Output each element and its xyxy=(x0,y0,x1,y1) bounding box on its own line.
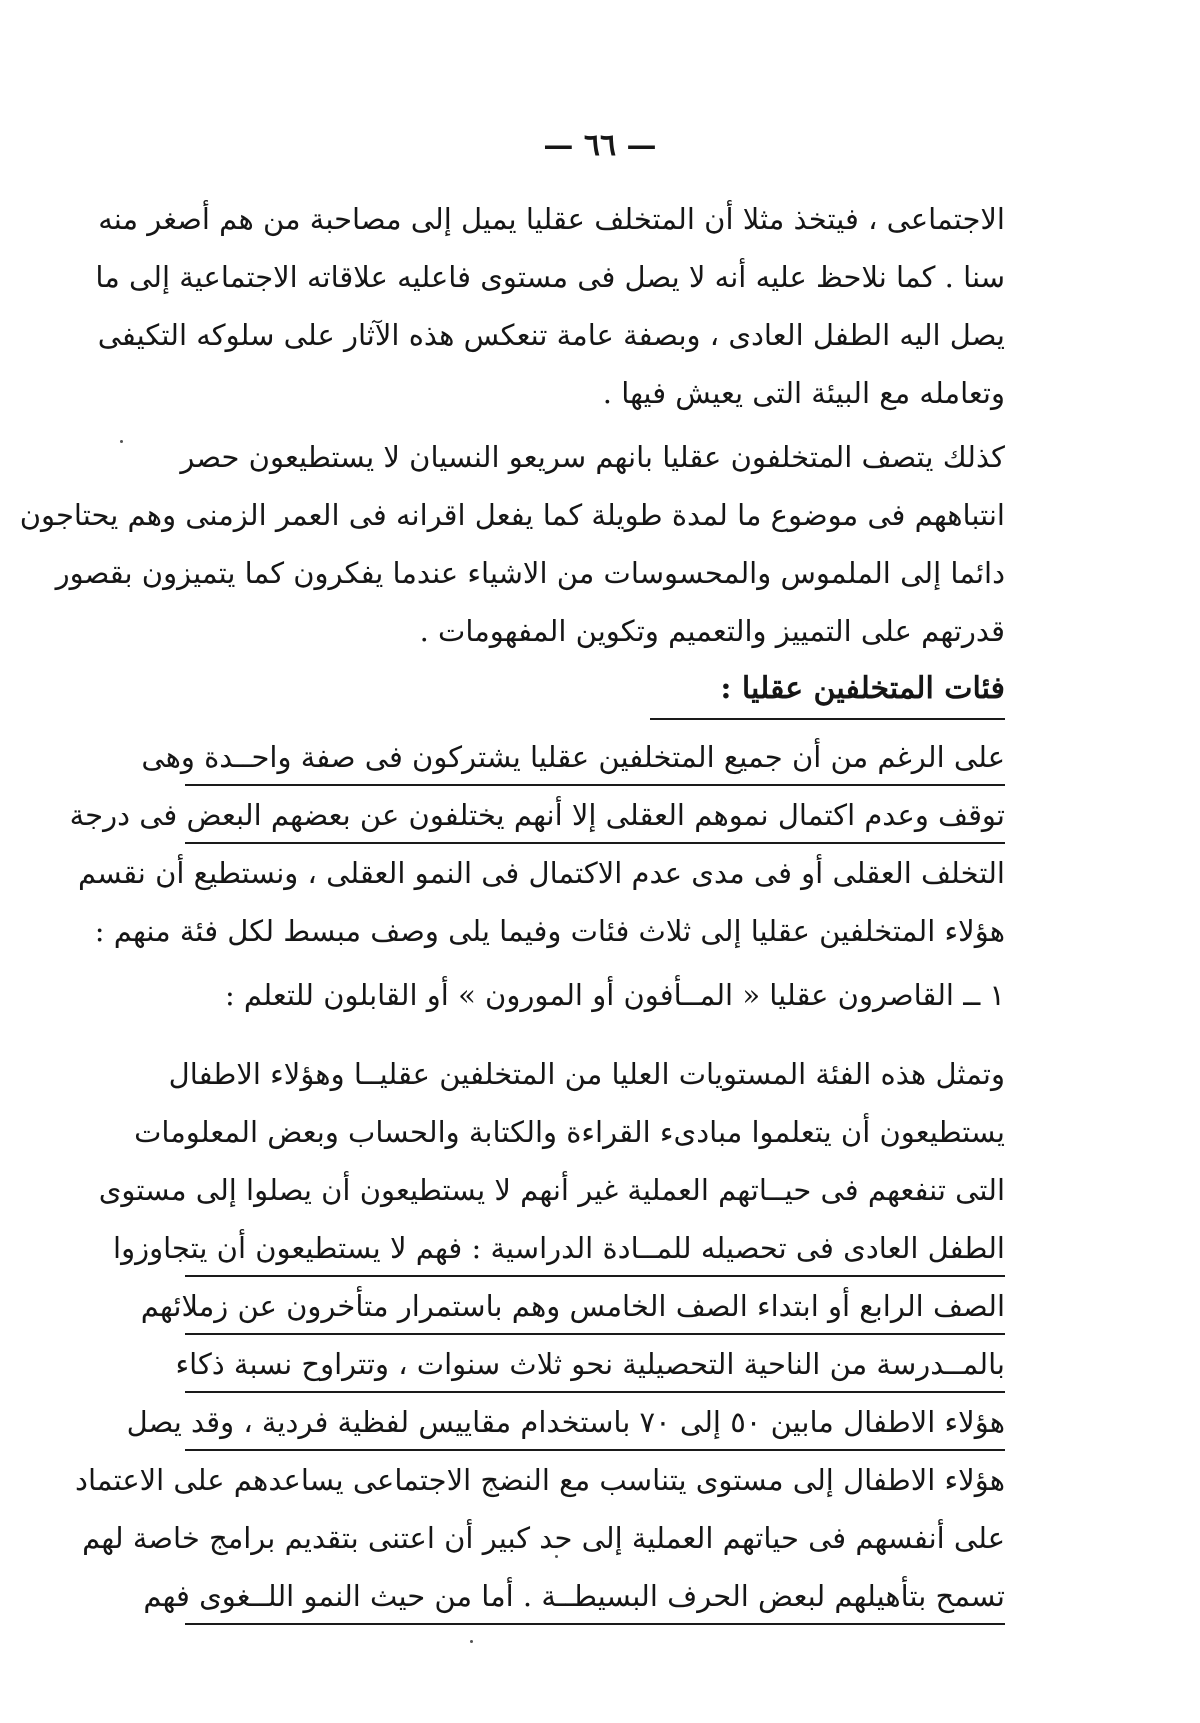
paragraph-categories-intro xyxy=(69,728,1005,960)
list-item-first-category xyxy=(185,966,1005,1024)
section-heading: فئات المتخلفين عقليا : xyxy=(650,660,1005,720)
text-line: يستطيعون أن يتعلموا مبادىء القراءة والكتابة والحساب وبعض المعلومات xyxy=(134,1115,1005,1149)
paragraph-first-category xyxy=(75,1045,1005,1625)
text-line: هؤلاء المتخلفين عقليا إلى ثلاث فئات وفيما يلى وصف مبسط لكل فئة منهم : xyxy=(94,914,1005,948)
text-line-underlined: الطفل العادى فى تحصيله للمــادة الدراسية : فهم لا يستطيعون أن يتجاوزوا xyxy=(185,1219,1005,1277)
scan-speck xyxy=(470,1640,473,1643)
scan-speck xyxy=(120,440,123,443)
text-line: هؤلاء الاطفال إلى مستوى يتناسب مع النضج الاجتماعى يساعدهم على الاعتماد xyxy=(75,1463,1005,1497)
text-line: دائما إلى الملموس والمحسوسات من الاشياء عندما يفكرون كما يتميزون بقصور xyxy=(55,556,1005,590)
text-line: التى تنفعهم فى حيــاتهم العملية غير أنهم لا يستطيعون أن يصلوا إلى مستوى xyxy=(98,1173,1005,1207)
text-line: قدرتهم على التمييز والتعميم وتكوين المفهومات . xyxy=(419,614,1005,648)
text-line-underlined: هؤلاء الاطفال مابين ٥٠ إلى ٧٠ باستخدام مقاييس لفظية فردية ، وقد يصل xyxy=(185,1393,1005,1451)
paragraph-forgetfulness xyxy=(19,428,1005,660)
text-line-underlined: تسمح بتأهيلهم لبعض الحرف البسيطــة . أما من حيث النمو اللــغوى فهم xyxy=(185,1567,1005,1625)
text-line: الاجتماعى ، فيتخذ مثلا أن المتخلف عقليا يميل إلى مصاحبة من هم أصغر منه xyxy=(98,202,1005,236)
text-line: انتباههم فى موضوع ما لمدة طويلة كما يفعل اقرانه فى العمر الزمنى وهم يحتاجون xyxy=(19,498,1005,532)
text-line: سنا . كما نلاحظ عليه أنه لا يصل فى مستوى فاعليه علاقاته الاجتماعية إلى ما xyxy=(95,260,1005,294)
paragraph-social-behavior xyxy=(95,190,1005,422)
page-number: — ٦٦ — xyxy=(543,128,657,163)
text-line: وتعامله مع البيئة التى يعيش فيها . xyxy=(602,376,1005,410)
list-item-text: ١ ــ القاصرون عقليا « المــأفون أو المورون » أو القابلون للتعلم : xyxy=(224,978,1005,1012)
text-line: التخلف العقلى أو فى مدى عدم الاكتمال فى النمو العقلى ، ونستطيع أن نقسم xyxy=(77,856,1005,890)
scan-speck xyxy=(555,1555,558,1558)
text-line-underlined: توقف وعدم اكتمال نموهم العقلى إلا أنهم يختلفون عن بعضهم البعض فى درجة xyxy=(185,786,1005,844)
text-line: كذلك يتصف المتخلفون عقليا بانهم سريعو النسيان لا يستطيعون حصر xyxy=(180,440,1005,474)
text-line: يصل اليه الطفل العادى ، وبصفة عامة تنعكس هذه الآثار على سلوكه التكيفى xyxy=(97,318,1005,352)
text-line-underlined: بالمــدرسة من الناحية التحصيلية نحو ثلاث سنوات ، وتتراوح نسبة ذكاء xyxy=(185,1335,1005,1393)
text-line: وتمثل هذه الفئة المستويات العليا من المتخلفين عقليــا وهؤلاء الاطفال xyxy=(168,1057,1005,1091)
text-line-underlined: على الرغم من أن جميع المتخلفين عقليا يشتركون فى صفة واحــدة وهى xyxy=(185,728,1005,786)
text-line: على أنفسهم فى حياتهم العملية إلى حد كبير أن اعتنى بتقديم برامج خاصة لهم xyxy=(82,1521,1005,1555)
text-line-underlined: الصف الرابع أو ابتداء الصف الخامس وهم باستمرار متأخرون عن زملائهم xyxy=(185,1277,1005,1335)
